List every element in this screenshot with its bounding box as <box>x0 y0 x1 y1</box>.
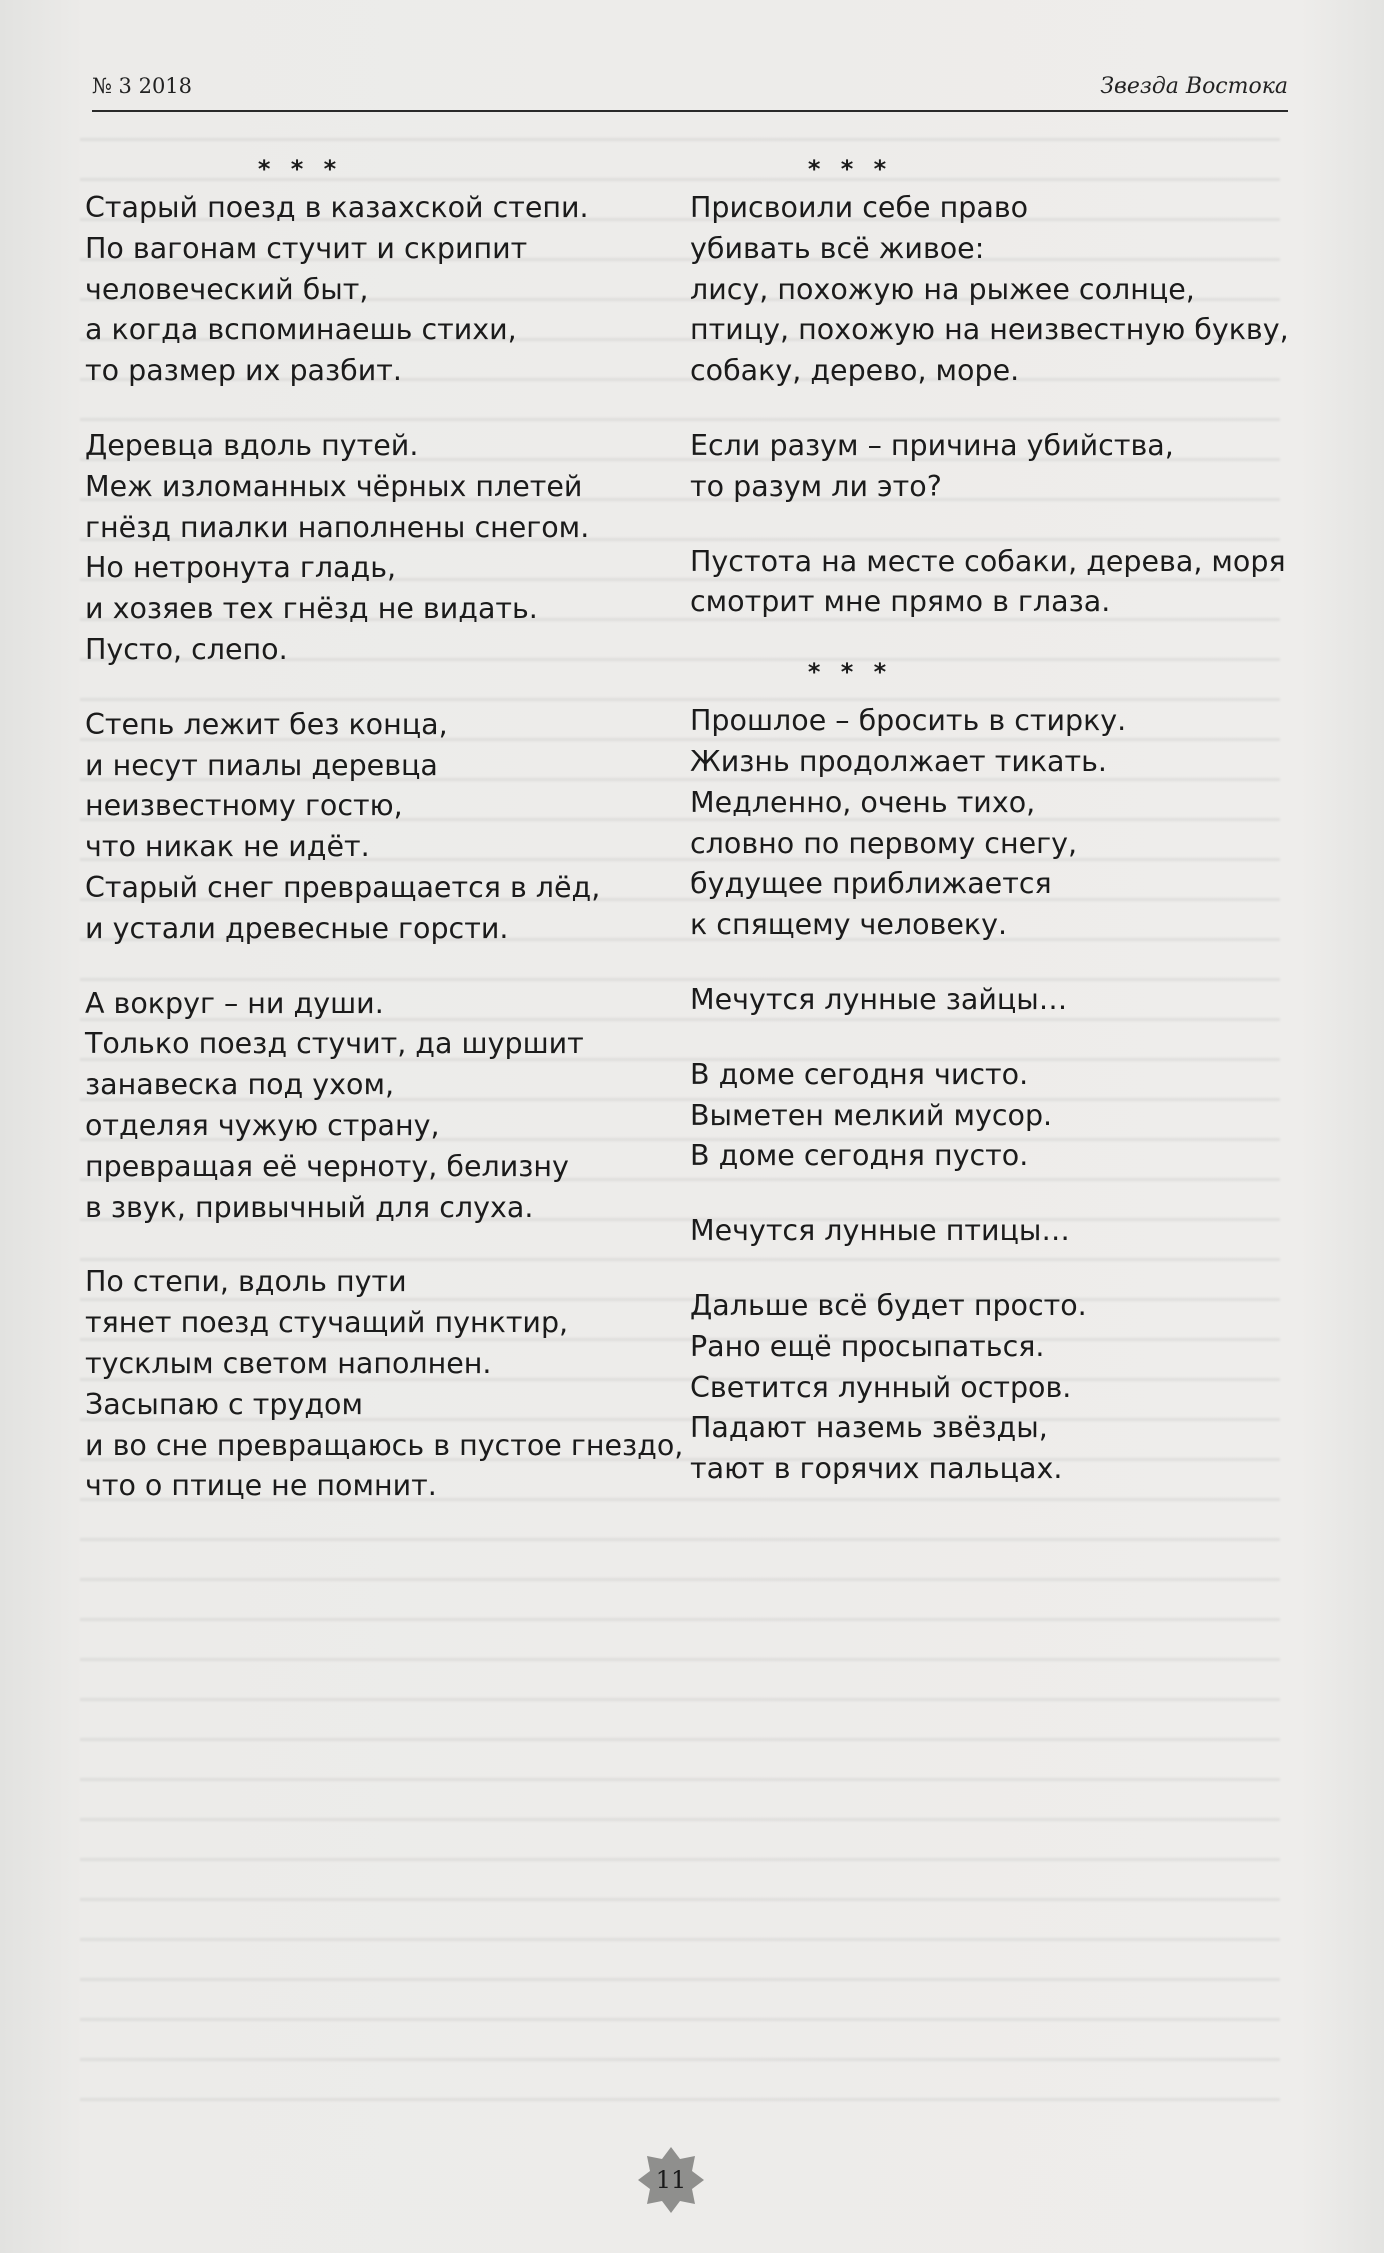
poem-line: Мечутся лунные зайцы… <box>690 982 1068 1016</box>
poem-line: то размер их разбит. <box>85 354 402 388</box>
journal-title: Звезда Востока <box>1100 74 1288 99</box>
poem-line: собаку, дерево, море. <box>690 354 1020 388</box>
poem-separator: * * * <box>807 155 893 183</box>
poem-line: Старый поезд в казахской степи. <box>85 191 589 224</box>
poem-line: Рано ещё просыпаться. <box>690 1329 1045 1363</box>
poem-stanzas <box>690 188 1300 623</box>
poem-line: Мечутся лунные птицы… <box>690 1214 1070 1248</box>
page-header <box>92 72 1288 112</box>
poem-stanzas <box>85 188 685 1507</box>
poem-line: что никак не идёт. <box>85 830 370 864</box>
poem-line: А вокруг – ни души. <box>85 986 384 1020</box>
stanza <box>85 984 685 1229</box>
stanza <box>690 1286 1300 1490</box>
right-column <box>690 150 1300 1524</box>
poem-line: Пустота на месте собаки, дерева, моря <box>690 544 1286 578</box>
poem-line: будущее приближается <box>690 867 1052 901</box>
poem-line: Но нетронута гладь, <box>85 551 397 585</box>
poem-separator: * * * <box>807 658 893 687</box>
poem-line: а когда вспоминаешь стихи, <box>85 313 517 347</box>
poem-line: Дальше всё будет просто. <box>690 1288 1087 1322</box>
poem-stanzas <box>690 701 1300 1490</box>
poem-line: к спящему человеку. <box>690 908 1008 942</box>
stanza <box>690 188 1300 392</box>
poem-line: что о птице не помнит. <box>85 1469 437 1503</box>
poem-line: Пусто, слепо. <box>85 632 288 666</box>
stanza <box>690 1211 1300 1252</box>
stanza <box>85 188 685 392</box>
poem-line: Прошлое – бросить в стирку. <box>690 704 1127 738</box>
poem-line: В доме сегодня чисто. <box>690 1057 1029 1091</box>
poem-line: тают в горячих пальцах. <box>690 1452 1063 1486</box>
stanza <box>690 1055 1300 1177</box>
poem-line: неизвестному гостю, <box>85 789 403 823</box>
poem-line: убивать всё живое: <box>690 231 985 265</box>
poem-line: Степь лежит без конца, <box>85 707 448 741</box>
stanza <box>690 701 1300 946</box>
poem-line: Если разум – причина убийства, <box>690 428 1174 462</box>
poem-line: Засыпаю с трудом <box>85 1387 363 1421</box>
poem-line: гнёзд пиалки наполнены снегом. <box>85 510 590 544</box>
poem-line: человеческий быт, <box>85 272 369 306</box>
stanza <box>690 980 1300 1021</box>
poem-line: Медленно, очень тихо, <box>690 785 1036 819</box>
poem-line: тусклым светом наполнен. <box>85 1346 492 1380</box>
poem-line: птицу, похожую на неизвестную букву, <box>690 313 1289 347</box>
page-number-badge <box>638 2147 704 2213</box>
stanza <box>690 542 1300 624</box>
poem-line: словно по первому снегу, <box>690 826 1078 860</box>
stanza <box>690 426 1300 508</box>
poem-line: и во сне превращаюсь в пустое гнездо, <box>85 1428 684 1462</box>
poem-line: смотрит мне прямо в глаза. <box>690 585 1111 619</box>
poem-line: тянет поезд стучащий пунктир, <box>85 1306 569 1340</box>
issue-number: № 3 2018 <box>92 74 193 98</box>
stanza <box>85 1262 685 1507</box>
poem-line: Только поезд стучит, да шуршит <box>85 1027 584 1061</box>
poem-line: Выметен мелкий мусор. <box>690 1098 1053 1132</box>
poem-line: По вагонам стучит и скрипит <box>85 231 528 265</box>
poem-line: Падают наземь звёзды, <box>690 1411 1048 1445</box>
poem-line: Присвоили себе право <box>690 191 1029 224</box>
poem-line: и хозяев тех гнёзд не видать. <box>85 592 538 626</box>
poem-line: то разум ли это? <box>690 469 942 503</box>
poem-line: превращая её черноту, белизну <box>85 1149 569 1183</box>
poem-line: В доме сегодня пусто. <box>690 1139 1029 1173</box>
poem-line: Меж изломанных чёрных плетей <box>85 469 583 503</box>
poem-line: По степи, вдоль пути <box>85 1265 407 1299</box>
poem-line: в звук, привычный для слуха. <box>85 1190 534 1224</box>
poem-line: и несут пиалы деревца <box>85 748 438 782</box>
poem-line: Старый снег превращается в лёд, <box>85 870 601 904</box>
stanza <box>85 705 685 950</box>
poem-line: отделяя чужую страну, <box>85 1108 440 1142</box>
poem-line: и устали древесные горсти. <box>85 911 509 945</box>
poem-separator: * * * <box>257 155 343 183</box>
poem-line: Деревца вдоль путей. <box>85 428 419 462</box>
poem-line: Светится лунный остров. <box>690 1370 1072 1404</box>
left-column <box>85 150 685 1541</box>
poem-line: занавеска под ухом, <box>85 1068 395 1102</box>
poem-line: лису, похожую на рыжее солнце, <box>690 272 1195 306</box>
poem-line: Жизнь продолжает тикать. <box>690 744 1107 778</box>
stanza <box>85 426 685 671</box>
page-number: 11 <box>655 2166 687 2194</box>
